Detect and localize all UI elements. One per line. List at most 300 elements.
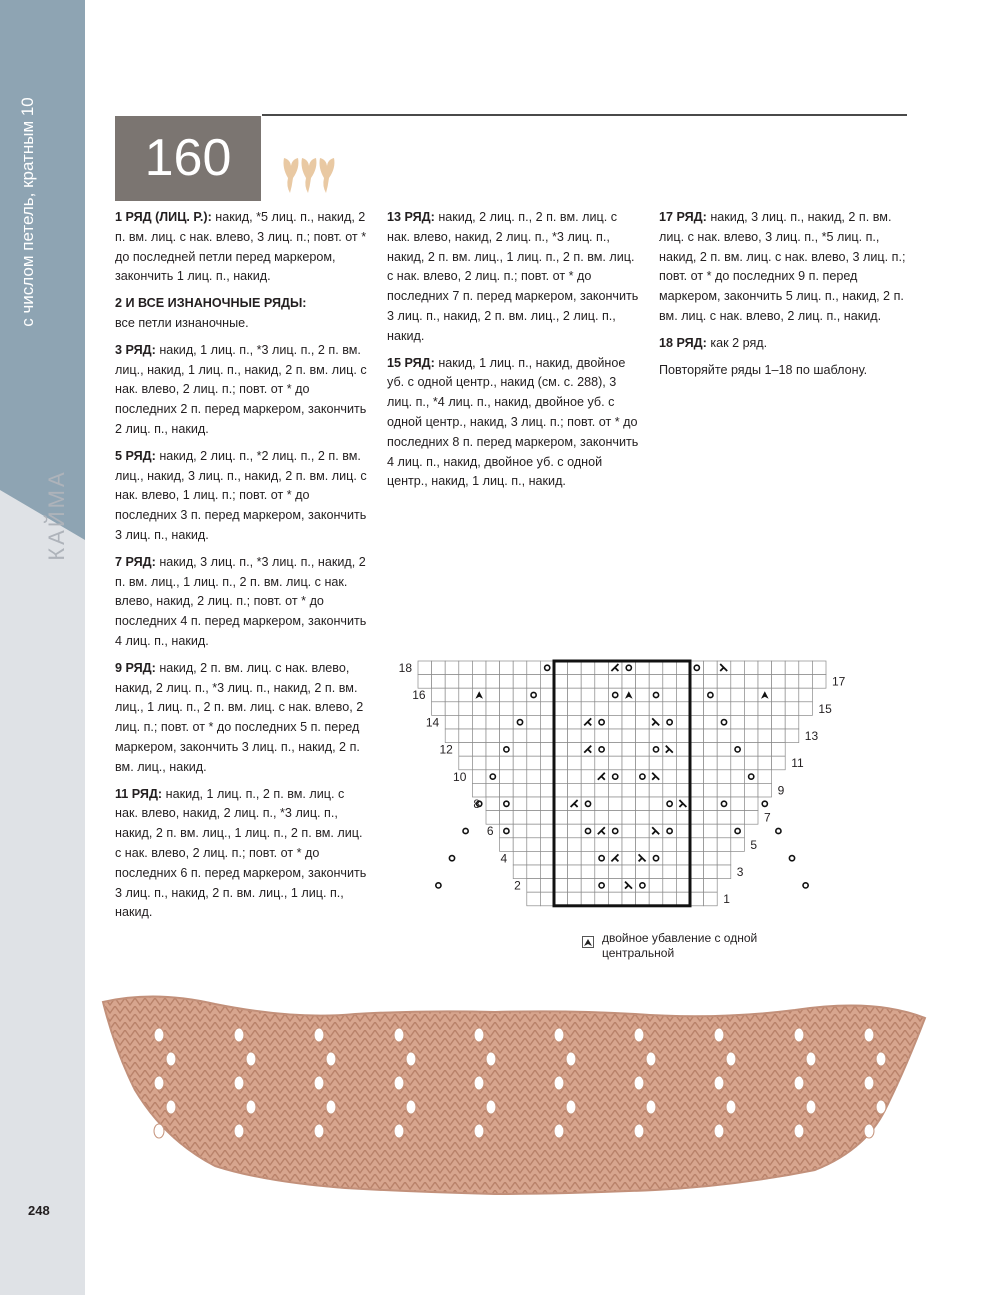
swatch-eyelet bbox=[154, 1124, 164, 1138]
chart-cell bbox=[513, 729, 527, 743]
chart-cell bbox=[663, 838, 677, 852]
row-heading: 3 РЯД: bbox=[115, 342, 156, 357]
chart-cell bbox=[690, 824, 704, 838]
chart-cell bbox=[527, 770, 541, 784]
chart-cell bbox=[568, 865, 582, 879]
chart-cell bbox=[527, 797, 541, 811]
row-heading: 5 РЯД: bbox=[115, 448, 156, 463]
swatch-eyelet bbox=[154, 1028, 164, 1042]
chart-cell bbox=[445, 675, 459, 689]
chart-cell bbox=[649, 811, 663, 825]
swatch-eyelet bbox=[406, 1052, 416, 1066]
chart-cell bbox=[418, 675, 432, 689]
chart-cell bbox=[622, 838, 636, 852]
row-heading: 7 РЯД: bbox=[115, 554, 156, 569]
double-decrease-icon bbox=[582, 936, 594, 948]
chart-cell bbox=[649, 797, 663, 811]
swatch-eyelet bbox=[876, 1052, 886, 1066]
chart-cell bbox=[595, 865, 609, 879]
chart-cell bbox=[676, 879, 690, 893]
instructions-column-1 bbox=[115, 208, 370, 930]
chart-cell bbox=[432, 661, 446, 675]
chart-cell bbox=[758, 715, 772, 729]
yarn-over-symbol bbox=[504, 801, 509, 806]
chart-cell bbox=[690, 811, 704, 825]
chart-cell bbox=[608, 865, 622, 879]
chart-cell bbox=[676, 851, 690, 865]
chart-cell bbox=[459, 756, 473, 770]
chart-cell bbox=[758, 743, 772, 757]
yarn-over-symbol bbox=[667, 720, 672, 725]
chart-cell bbox=[568, 892, 582, 906]
chart-cell bbox=[608, 811, 622, 825]
row-label-left: 12 bbox=[439, 742, 453, 757]
chart-cell bbox=[554, 675, 568, 689]
swatch-eyelet bbox=[394, 1076, 404, 1090]
chart-cell bbox=[486, 715, 500, 729]
instructions-column-2 bbox=[387, 208, 642, 499]
chart-cell bbox=[690, 783, 704, 797]
chart-cell bbox=[608, 838, 622, 852]
chart-cell bbox=[459, 743, 473, 757]
chart-cell bbox=[676, 661, 690, 675]
chart-cell bbox=[690, 743, 704, 757]
chart-cell bbox=[486, 797, 500, 811]
chart-cell bbox=[636, 702, 650, 716]
chart-cell bbox=[540, 702, 554, 716]
chart-cell bbox=[595, 756, 609, 770]
chart-cell bbox=[554, 729, 568, 743]
chart-cell bbox=[608, 797, 622, 811]
chart-cell bbox=[663, 811, 677, 825]
chart-cell bbox=[731, 688, 745, 702]
chart-cell bbox=[595, 892, 609, 906]
chart-cell bbox=[744, 756, 758, 770]
chart-cell bbox=[500, 729, 514, 743]
chart-cell bbox=[459, 729, 473, 743]
swatch-eyelet bbox=[326, 1052, 336, 1066]
swatch-eyelet bbox=[794, 1124, 804, 1138]
repeat-note: Повторяйте ряды 1–18 по шаблону. bbox=[659, 362, 868, 377]
chart-cell bbox=[717, 675, 731, 689]
chart-cell bbox=[744, 783, 758, 797]
swatch-eyelet bbox=[394, 1124, 404, 1138]
chart-cell bbox=[704, 702, 718, 716]
chart-cell bbox=[744, 729, 758, 743]
chart-cell bbox=[772, 715, 786, 729]
chart-cell bbox=[486, 675, 500, 689]
chart-cell bbox=[636, 661, 650, 675]
swatch-eyelet bbox=[246, 1052, 256, 1066]
chart-cell bbox=[704, 675, 718, 689]
chart-cell bbox=[676, 838, 690, 852]
chart-cell bbox=[622, 865, 636, 879]
chart-cell bbox=[731, 838, 745, 852]
chart-cell bbox=[581, 770, 595, 784]
yarn-over-symbol bbox=[749, 774, 754, 779]
chart-cell bbox=[432, 688, 446, 702]
chart-cell bbox=[472, 770, 486, 784]
chart-cell bbox=[744, 811, 758, 825]
chart-cell bbox=[459, 688, 473, 702]
chart-cell bbox=[513, 865, 527, 879]
chart-cell bbox=[527, 729, 541, 743]
yarn-over-symbol bbox=[640, 883, 645, 888]
row-text: накид, 2 лиц. п., 2 п. вм. лиц. с нак. влево, накид, 2 лиц. п., *3 лиц. п., накид, 2 п. вм. лиц., 1 лиц. п., 2 п. вм. лиц. с нак. влево, 2 лиц. п.; повт. от * до последних 7 п. перед маркером, закончить 3 лиц. п., накид, 2 п. вм. лиц., 2 лиц. п., накид. bbox=[387, 210, 639, 343]
chart-cell bbox=[513, 783, 527, 797]
chart-cell bbox=[486, 661, 500, 675]
chart-cell bbox=[663, 729, 677, 743]
swatch-eyelet bbox=[406, 1100, 416, 1114]
chart-cell bbox=[717, 756, 731, 770]
yarn-over-symbol bbox=[735, 828, 740, 833]
chart-cell bbox=[486, 743, 500, 757]
chart-cell bbox=[636, 824, 650, 838]
swatch-eyelet bbox=[864, 1028, 874, 1042]
yarn-over-symbol bbox=[735, 747, 740, 752]
chart-cell bbox=[472, 729, 486, 743]
swatch-eyelet bbox=[486, 1100, 496, 1114]
section-title: КАЙМА bbox=[44, 469, 69, 561]
swatch-eyelet bbox=[634, 1028, 644, 1042]
chart-cell bbox=[540, 851, 554, 865]
chart-cell bbox=[690, 797, 704, 811]
yarn-over-symbol bbox=[449, 856, 454, 861]
chart-cell bbox=[472, 661, 486, 675]
chart-cell bbox=[581, 838, 595, 852]
chart-cell bbox=[731, 770, 745, 784]
chart-cell bbox=[581, 851, 595, 865]
swatch-eyelet bbox=[314, 1124, 324, 1138]
yarn-over-symbol bbox=[504, 747, 509, 752]
chart-cell bbox=[581, 892, 595, 906]
swatch-eyelet bbox=[234, 1028, 244, 1042]
chart-cell bbox=[704, 838, 718, 852]
swatch-eyelet bbox=[634, 1124, 644, 1138]
yarn-over-symbol bbox=[762, 801, 767, 806]
chart-cell bbox=[663, 879, 677, 893]
chart-cell bbox=[704, 811, 718, 825]
chart-cell bbox=[540, 675, 554, 689]
chart-cell bbox=[663, 702, 677, 716]
row-label-right: 7 bbox=[764, 810, 771, 825]
yarn-over-symbol bbox=[803, 883, 808, 888]
chart-cell bbox=[636, 838, 650, 852]
chart-cell bbox=[717, 688, 731, 702]
chart-cell bbox=[690, 675, 704, 689]
swatch-eyelet bbox=[326, 1100, 336, 1114]
row-heading: 18 РЯД: bbox=[659, 335, 707, 350]
chart-cell bbox=[568, 783, 582, 797]
chart-cell bbox=[772, 675, 786, 689]
chart-cell bbox=[704, 756, 718, 770]
chart-cell bbox=[527, 675, 541, 689]
chart-cell bbox=[676, 688, 690, 702]
chart-cell bbox=[717, 743, 731, 757]
chart-cell bbox=[663, 783, 677, 797]
chart-cell bbox=[676, 892, 690, 906]
chart-cell bbox=[676, 729, 690, 743]
chart-cell bbox=[540, 729, 554, 743]
swatch-eyelet bbox=[806, 1100, 816, 1114]
chart-cell bbox=[540, 783, 554, 797]
chart-cell bbox=[595, 702, 609, 716]
chart-cell bbox=[744, 743, 758, 757]
yarn-over-symbol bbox=[653, 856, 658, 861]
yarn-over-symbol bbox=[667, 801, 672, 806]
swatch-eyelet bbox=[246, 1100, 256, 1114]
chart-cell bbox=[608, 879, 622, 893]
yarn-over-symbol bbox=[613, 692, 618, 697]
chart-cell bbox=[622, 851, 636, 865]
chart-cell bbox=[663, 661, 677, 675]
chart-cell bbox=[568, 811, 582, 825]
chart-cell bbox=[744, 675, 758, 689]
chart-cell bbox=[690, 865, 704, 879]
chart-cell bbox=[513, 756, 527, 770]
chart-cell bbox=[758, 661, 772, 675]
swatch-eyelet bbox=[474, 1028, 484, 1042]
chart-cell bbox=[744, 715, 758, 729]
chart-cell bbox=[785, 661, 799, 675]
row-heading: 17 РЯД: bbox=[659, 210, 707, 224]
chart-cell bbox=[717, 824, 731, 838]
row-text: все петли изнаночные. bbox=[115, 315, 249, 330]
row-label-right: 15 bbox=[818, 701, 832, 716]
swatch-eyelet bbox=[794, 1028, 804, 1042]
chart-cell bbox=[540, 756, 554, 770]
chart-cell bbox=[500, 838, 514, 852]
chart-cell bbox=[554, 743, 568, 757]
chart-cell bbox=[432, 675, 446, 689]
chart-cell bbox=[717, 811, 731, 825]
yarn-over-symbol bbox=[585, 801, 590, 806]
chart-cell bbox=[717, 702, 731, 716]
chart-cell bbox=[799, 688, 813, 702]
swatch-eyelet bbox=[166, 1052, 176, 1066]
chart-cell bbox=[527, 661, 541, 675]
chart-cell bbox=[568, 851, 582, 865]
chart-cell bbox=[622, 675, 636, 689]
chart-cell bbox=[785, 715, 799, 729]
swatch-eyelet bbox=[486, 1052, 496, 1066]
chart-cell bbox=[568, 688, 582, 702]
chart-cell bbox=[758, 770, 772, 784]
chart-cell bbox=[731, 756, 745, 770]
chart-cell bbox=[649, 879, 663, 893]
row-label-left: 4 bbox=[500, 851, 508, 866]
chart-cell bbox=[690, 715, 704, 729]
chart-cell bbox=[731, 797, 745, 811]
chart-cell bbox=[622, 797, 636, 811]
chart-cell bbox=[432, 702, 446, 716]
swatch-eyelet bbox=[794, 1076, 804, 1090]
row-heading: 9 РЯД: bbox=[115, 660, 156, 675]
chart-cell bbox=[445, 661, 459, 675]
yarn-over-symbol bbox=[545, 665, 550, 670]
chart-cell bbox=[513, 851, 527, 865]
swatch-eyelet bbox=[566, 1052, 576, 1066]
row-heading: 11 РЯД: bbox=[115, 786, 163, 801]
chart-cell bbox=[744, 797, 758, 811]
row-label-right: 3 bbox=[736, 865, 744, 879]
chart-cell bbox=[595, 797, 609, 811]
chart-cell bbox=[704, 715, 718, 729]
chart-cell bbox=[731, 702, 745, 716]
chart-cell bbox=[772, 729, 786, 743]
row-text: накид, *5 лиц. п., накид, 2 п. вм. лиц. с нак. влево, 3 лиц. п.; повт. от * до последней петли перед маркером, закончить 1 лиц. п., накид. bbox=[115, 210, 367, 284]
chart-cell bbox=[500, 715, 514, 729]
chart-cell bbox=[513, 743, 527, 757]
yarn-over-symbol bbox=[585, 828, 590, 833]
chart-cell bbox=[772, 743, 786, 757]
swatch-eyelet bbox=[714, 1028, 724, 1042]
chart-cell bbox=[500, 702, 514, 716]
chart-cell bbox=[540, 743, 554, 757]
chart-cell bbox=[595, 811, 609, 825]
swatch-eyelet bbox=[154, 1076, 164, 1090]
chart-cell bbox=[758, 729, 772, 743]
chart-cell bbox=[676, 811, 690, 825]
chart-cell bbox=[500, 770, 514, 784]
chart-cell bbox=[459, 675, 473, 689]
chart-cell bbox=[717, 851, 731, 865]
sidebar-band bbox=[0, 0, 85, 1295]
swatch-eyelet bbox=[234, 1076, 244, 1090]
chart-cell bbox=[690, 851, 704, 865]
chart-cell bbox=[663, 851, 677, 865]
row-text: накид, 3 лиц. п., *3 лиц. п., накид, 2 п. вм. лиц., 1 лиц. п., 2 п. вм. лиц. с нак. влево, накид, 2 лиц. п.; повт. от * до последних 4 п. перед маркером, закончить 4 лиц. п., накид. bbox=[115, 554, 367, 648]
swatch-eyelet bbox=[554, 1076, 564, 1090]
yarn-over-symbol bbox=[599, 856, 604, 861]
yarn-over-symbol bbox=[721, 720, 726, 725]
chart-cell bbox=[445, 729, 459, 743]
swatch-eyelet bbox=[646, 1100, 656, 1114]
yarn-over-symbol bbox=[463, 828, 468, 833]
row-text: как 2 ряд. bbox=[710, 335, 768, 350]
chart-cell bbox=[649, 838, 663, 852]
chart-cell bbox=[486, 702, 500, 716]
chart-cell bbox=[731, 661, 745, 675]
chart-cell bbox=[581, 865, 595, 879]
row-heading: 13 РЯД: bbox=[387, 210, 435, 224]
chart-cell bbox=[704, 797, 718, 811]
swatch-eyelet bbox=[726, 1052, 736, 1066]
chart-cell bbox=[636, 756, 650, 770]
row-label-left: 10 bbox=[453, 769, 467, 784]
chart-cell bbox=[812, 675, 826, 689]
chart-cell bbox=[704, 743, 718, 757]
chart-cell bbox=[527, 892, 541, 906]
chart-cell bbox=[649, 661, 663, 675]
yarn-over-symbol bbox=[640, 774, 645, 779]
chart-cell bbox=[690, 729, 704, 743]
knitted-lace-border-swatch bbox=[95, 990, 930, 1200]
chart-cell bbox=[704, 879, 718, 893]
chart-cell bbox=[554, 756, 568, 770]
yarn-over-symbol bbox=[653, 692, 658, 697]
yarn-over-symbol bbox=[613, 828, 618, 833]
chart-cell bbox=[554, 797, 568, 811]
row-label-left: 6 bbox=[486, 824, 494, 839]
chart-cell bbox=[486, 811, 500, 825]
chart-cell bbox=[527, 838, 541, 852]
row-label-left: 2 bbox=[514, 878, 521, 893]
yarn-over-symbol bbox=[653, 747, 658, 752]
chart-cell bbox=[513, 675, 527, 689]
chart-cell bbox=[554, 811, 568, 825]
swatch-eyelet bbox=[234, 1124, 244, 1138]
chart-cell bbox=[731, 811, 745, 825]
chart-cell bbox=[581, 688, 595, 702]
chart-cell bbox=[676, 675, 690, 689]
chart-cell bbox=[676, 770, 690, 784]
chart-cell bbox=[704, 729, 718, 743]
chart-cell bbox=[540, 879, 554, 893]
chart-cell bbox=[622, 729, 636, 743]
chart-cell bbox=[676, 715, 690, 729]
chart-cell bbox=[758, 756, 772, 770]
chart-cell bbox=[581, 879, 595, 893]
chart-cell bbox=[772, 688, 786, 702]
legend-label: двойное убавление с одной центральной bbox=[602, 931, 758, 960]
chart-cell bbox=[636, 783, 650, 797]
swatch-eyelet bbox=[714, 1076, 724, 1090]
chart-cell bbox=[568, 702, 582, 716]
chart-cell bbox=[676, 702, 690, 716]
chart-cell bbox=[459, 702, 473, 716]
chart-cell bbox=[513, 688, 527, 702]
chart-cell bbox=[595, 783, 609, 797]
chart-cell bbox=[486, 688, 500, 702]
chart-cell bbox=[500, 688, 514, 702]
chart-cell bbox=[513, 702, 527, 716]
chart-cell bbox=[527, 879, 541, 893]
swatch-eyelet bbox=[806, 1052, 816, 1066]
swatch-eyelet bbox=[314, 1028, 324, 1042]
chart-cell bbox=[445, 702, 459, 716]
row-label-right: 17 bbox=[832, 674, 846, 689]
row-text: накид, 2 п. вм. лиц. с нак. влево, накид, 2 лиц. п., *3 лиц. п., накид, 2 п. вм. лиц., 1 лиц. п., 2 п. вм. лиц. с нак. влево, 2 лиц. п.; повт. от * до последних 5 п. перед маркером, закончить 3 лиц. п., накид, 2 п. вм. лиц., накид. bbox=[115, 660, 364, 774]
swatch-eyelet bbox=[474, 1076, 484, 1090]
page-number: 248 bbox=[28, 1203, 50, 1218]
row-label-left: 18 bbox=[398, 661, 412, 675]
chart-cell bbox=[663, 865, 677, 879]
chart-cell bbox=[472, 743, 486, 757]
chart-cell bbox=[704, 824, 718, 838]
chart-cell bbox=[676, 783, 690, 797]
row-text: накид, 3 лиц. п., накид, 2 п. вм. лиц. с нак. влево, 3 лиц. п., *5 лиц. п., накид, 2 п. вм. лиц. с нак. влево, 3 лиц. п.; повт. от * до последних 9 п. перед маркером, закончить 5 лиц. п., накид, 2 п. вм. лиц. с нак. влево, 2 лиц. п., накид. bbox=[659, 210, 906, 323]
chart-cell bbox=[581, 729, 595, 743]
section-subtitle: с числом петель, кратным 10 bbox=[18, 97, 37, 327]
row-label-right: 1 bbox=[723, 892, 730, 907]
chart-cell bbox=[527, 743, 541, 757]
chart-cell bbox=[622, 715, 636, 729]
chart-cell bbox=[717, 783, 731, 797]
chart-cell bbox=[568, 879, 582, 893]
chart-cell bbox=[690, 770, 704, 784]
chart-cell bbox=[472, 675, 486, 689]
row-label-right: 5 bbox=[750, 837, 758, 852]
row-heading: 1 РЯД (ЛИЦ. Р.): bbox=[115, 210, 212, 224]
chart-cell bbox=[758, 675, 772, 689]
chart-cell bbox=[758, 702, 772, 716]
row-text: накид, 1 лиц. п., накид, двойное уб. с одной центр., накид (см. с. 288), 3 лиц. п., *4 лиц. п., накид, двойное уб. с одной центр., накид, 3 лиц. п.; повт. от * до последних 8 п. перед маркером, закончить 4 лиц. п., накид, двойное уб. с одной центр., накид, 1 лиц. п., накид. bbox=[387, 355, 639, 489]
chart-cell bbox=[676, 756, 690, 770]
swatch-eyelet bbox=[864, 1076, 874, 1090]
chart-cell bbox=[540, 688, 554, 702]
chart-cell bbox=[676, 743, 690, 757]
